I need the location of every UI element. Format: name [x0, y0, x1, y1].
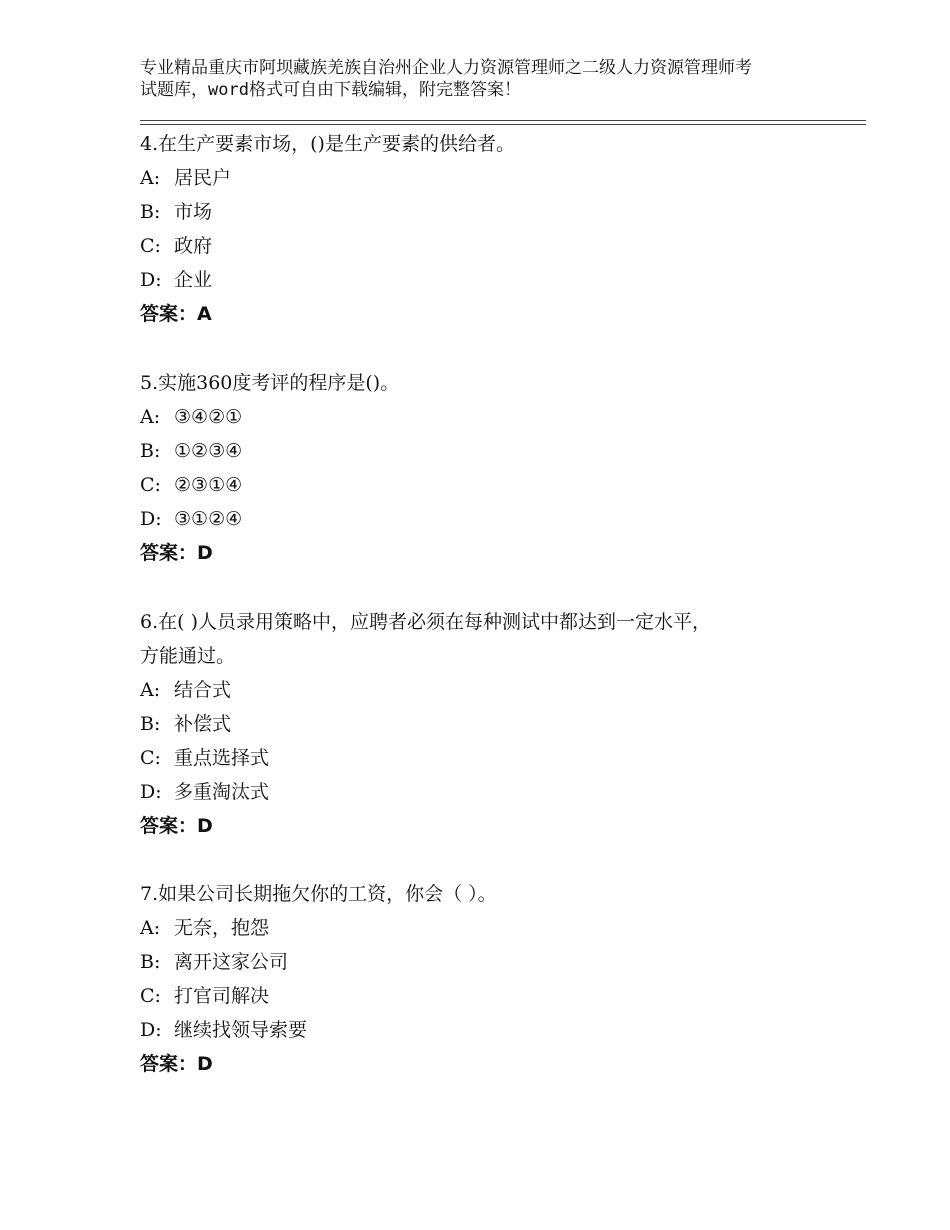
question-text: 7.如果公司长期拖欠你的工资，你会（ ）。	[140, 883, 497, 905]
option-key: A:	[140, 679, 161, 701]
question-text: 5.实施360度考评的程序是()。	[140, 372, 400, 394]
option-key: C:	[140, 235, 161, 257]
option-text: 补偿式	[174, 713, 232, 735]
option-d	[140, 502, 820, 536]
question-5	[140, 366, 820, 570]
option-key: B:	[140, 951, 161, 973]
option-text: 重点选择式	[174, 747, 270, 769]
option-text: 继续找领导索要	[174, 1019, 308, 1041]
option-key: A:	[140, 406, 161, 428]
option-a	[140, 400, 820, 434]
option-key: A:	[140, 167, 161, 189]
question-text: 4.在生产要素市场，()是生产要素的供给者。	[140, 133, 515, 155]
option-key: D:	[140, 269, 162, 291]
option-b	[140, 707, 820, 741]
document-header	[140, 57, 840, 101]
question-7	[140, 877, 820, 1081]
option-c	[140, 229, 820, 263]
option-d	[140, 263, 820, 297]
option-a	[140, 673, 820, 707]
option-text: ①②③④	[174, 440, 243, 462]
answer: 答案：D	[140, 815, 213, 837]
option-key: D:	[140, 508, 162, 530]
option-a	[140, 911, 820, 945]
option-key: B:	[140, 713, 161, 735]
option-text: 企业	[174, 269, 213, 291]
option-b	[140, 434, 820, 468]
question-4	[140, 127, 820, 331]
option-key: C:	[140, 747, 161, 769]
option-key: D:	[140, 781, 162, 803]
question-6	[140, 605, 820, 843]
option-c	[140, 468, 820, 502]
option-key: D:	[140, 1019, 162, 1041]
question-text-continued: 方能通过。	[140, 645, 236, 667]
option-a	[140, 161, 820, 195]
option-text: ②③①④	[174, 474, 243, 496]
option-key: C:	[140, 985, 161, 1007]
option-text: 市场	[174, 201, 213, 223]
header-line-2: 试题库，word格式可自由下载编辑，附完整答案！	[140, 80, 521, 100]
option-key: A:	[140, 917, 161, 939]
answer: 答案：D	[140, 1053, 213, 1075]
option-c	[140, 979, 820, 1013]
option-text: 多重淘汰式	[174, 781, 270, 803]
header-divider-top	[140, 120, 866, 121]
header-divider-bottom	[140, 124, 866, 125]
answer: 答案：D	[140, 542, 213, 564]
option-key: B:	[140, 440, 161, 462]
option-key: C:	[140, 474, 161, 496]
option-d	[140, 1013, 820, 1047]
question-text: 6.在( )人员录用策略中，应聘者必须在每种测试中都达到一定水平，	[140, 611, 711, 633]
answer: 答案：A	[140, 303, 212, 325]
option-text: 结合式	[174, 679, 232, 701]
option-d	[140, 775, 820, 809]
option-c	[140, 741, 820, 775]
header-line-1: 专业精品重庆市阿坝藏族羌族自治州企业人力资源管理师之二级人力资源管理师考	[140, 58, 752, 78]
option-text: 打官司解决	[174, 985, 270, 1007]
option-b	[140, 195, 820, 229]
option-b	[140, 945, 820, 979]
option-key: B:	[140, 201, 161, 223]
option-text: 无奈，抱怨	[174, 917, 270, 939]
option-text: ③④②①	[174, 406, 243, 428]
option-text: 离开这家公司	[174, 951, 289, 973]
option-text: ③①②④	[174, 508, 243, 530]
option-text: 政府	[174, 235, 213, 257]
option-text: 居民户	[174, 167, 232, 189]
